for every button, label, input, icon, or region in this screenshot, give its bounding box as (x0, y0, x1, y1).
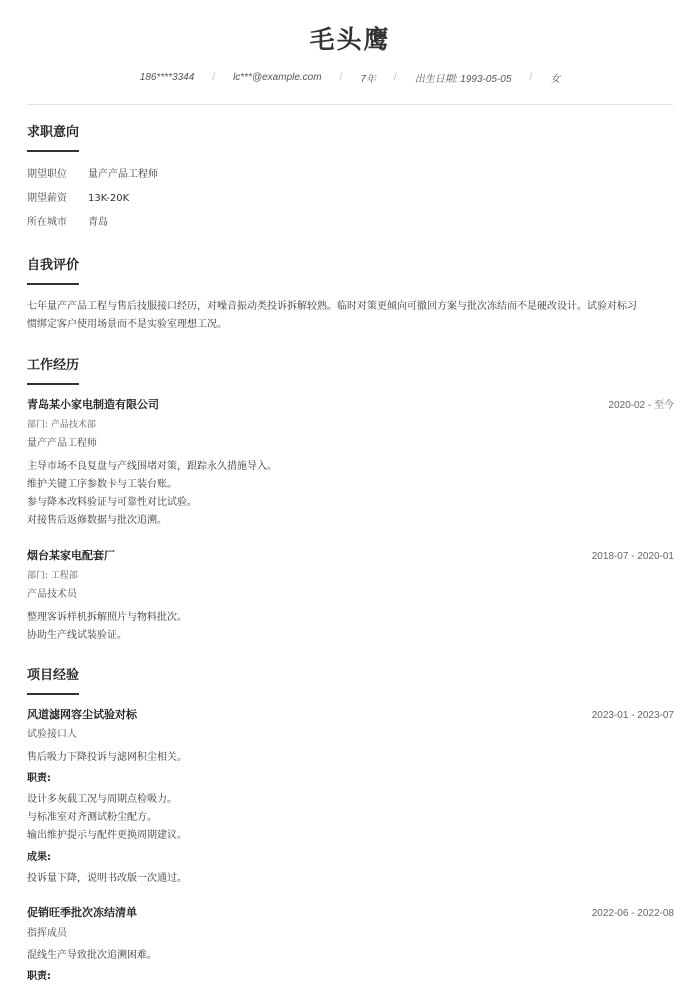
intent-value: 量产产品工程师 (88, 169, 158, 180)
project-duty: 与标准室对齐测试粉尘配方。 (27, 812, 157, 823)
birth-date: 出生日期: 1993-05-05 (414, 74, 512, 85)
separator: / (393, 72, 397, 83)
project-duty: 设计多灰载工况与周期点检吸力。 (27, 794, 177, 805)
work-duty: 对接售后返修数据与批次追溯。 (27, 515, 167, 526)
work-duty: 维护关键工序参数卡与工装台账。 (27, 479, 177, 490)
section-title-intent: 求职意向 (27, 125, 80, 140)
phone: 186****3344 (139, 72, 195, 83)
candidate-name: 毛头鹰 (309, 25, 391, 54)
intent-row (27, 216, 108, 230)
intent-value: 13K-20K (88, 193, 130, 204)
project-result: 投诉量下降，说明书改版一次通过。 (27, 873, 187, 884)
project-description: 混线生产导致批次追溯困难。 (27, 950, 157, 961)
section-title-projects: 项目经验 (27, 668, 80, 683)
project-date: 2022-06 - 2022-08 (591, 908, 674, 919)
intent-row (27, 192, 129, 206)
self-evaluation-line: 惯绑定客户使用场景而不是实验室理想工况。 (27, 319, 227, 330)
separator: / (529, 72, 533, 83)
email: lc***@example.com (233, 72, 322, 83)
gender: 女 (550, 74, 561, 85)
project-role: 试验接口人 (27, 729, 77, 740)
intent-key: 期望职位 (27, 169, 67, 180)
project-duty-label: 职责: (27, 773, 51, 784)
work-date: 2018-07 - 2020-01 (591, 551, 674, 562)
work-company: 青岛某小家电制造有限公司 (27, 398, 159, 411)
work-duty: 参与降本改料验证与可靠性对比试验。 (27, 497, 197, 508)
project-description: 售后吸力下降投诉与滤网积尘相关。 (27, 752, 187, 763)
project-role: 指挥成员 (27, 928, 67, 939)
intent-row (27, 168, 158, 182)
work-role: 产品技术员 (27, 589, 77, 600)
contact-bar (0, 70, 700, 85)
separator: / (212, 72, 216, 83)
self-evaluation-line: 七年量产产品工程与售后技服接口经历，对噪音振动类投诉拆解较熟。临时对策更倾向可撤回方案与批次冻结而不是硬改设计。试验对标习 (27, 301, 637, 312)
experience-years: 7年 (360, 74, 376, 85)
separator: / (339, 72, 343, 83)
project-duty: 输出维护提示与配件更换周期建议。 (27, 830, 187, 841)
work-duty: 主导市场不良复盘与产线围堵对策，跟踪永久措施导入。 (27, 461, 277, 472)
intent-key: 所在城市 (27, 217, 67, 228)
project-name: 风道滤网容尘试验对标 (27, 708, 137, 721)
section-title-self: 自我评价 (27, 258, 80, 273)
work-duty: 整理客诉样机拆解照片与物料批次。 (27, 612, 187, 623)
work-company: 烟台某家电配套厂 (27, 549, 115, 562)
project-name: 促销旺季批次冻结清单 (27, 906, 137, 919)
project-result-label: 成果: (27, 852, 51, 863)
intent-value: 青岛 (88, 217, 108, 228)
project-duty-label: 职责: (27, 971, 51, 982)
project-date: 2023-01 - 2023-07 (591, 710, 674, 721)
intent-key: 期望薪资 (27, 193, 67, 204)
work-department: 部门: 工程部 (27, 571, 78, 581)
header-divider (27, 104, 673, 105)
work-duty: 协助生产线试装验证。 (27, 630, 127, 641)
section-title-work: 工作经历 (27, 358, 80, 373)
work-department: 部门: 产品技术部 (27, 420, 96, 430)
work-role: 量产产品工程师 (27, 438, 97, 449)
work-date: 2020-02 - 至今 (608, 400, 674, 411)
